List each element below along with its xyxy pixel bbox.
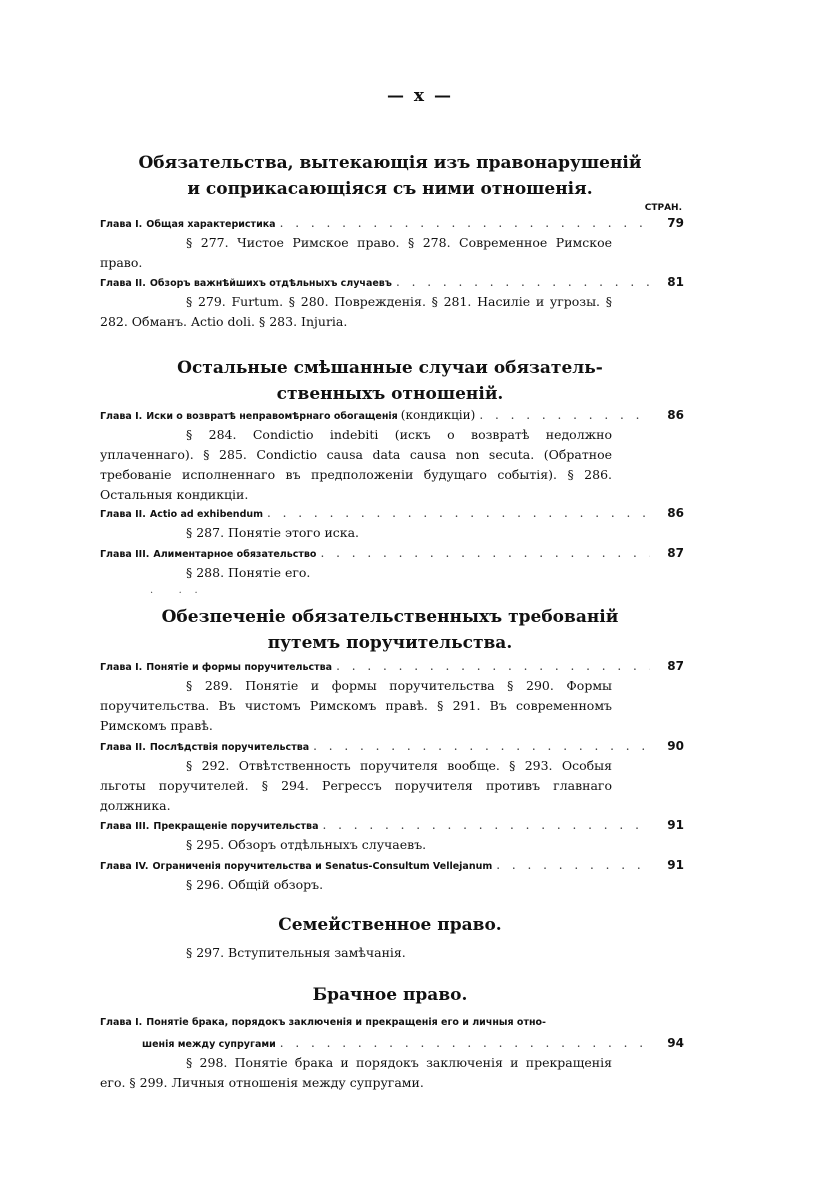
chapter-title: Общая характеристика bbox=[146, 219, 276, 230]
chapter-contents: § 288. Понятіе его. bbox=[186, 565, 311, 580]
chapter-label: Глава II. bbox=[100, 278, 146, 289]
chapter-label: Глава II. bbox=[100, 509, 146, 520]
toc-entry bbox=[100, 543, 684, 583]
page-ref: 91 bbox=[667, 858, 684, 872]
page-ref: 86 bbox=[667, 408, 684, 422]
leader-dots bbox=[280, 1033, 650, 1053]
page-ref: 86 bbox=[667, 506, 684, 520]
section-heading bbox=[120, 150, 660, 202]
chapter-contents: § 287. Понятіе этого иска. bbox=[186, 525, 360, 540]
chapter-title: Обзоръ важнѣйшихъ отдѣльныхъ случаевъ bbox=[149, 278, 392, 289]
toc-entry bbox=[100, 656, 684, 736]
heading-line: и соприкасающіяся съ ними отношенія. bbox=[187, 179, 593, 199]
chapter-label: Глава IV. bbox=[100, 861, 149, 872]
heading-line: ственныхъ отношеній. bbox=[276, 384, 504, 404]
section-heading bbox=[120, 982, 660, 1008]
page-ref: 79 bbox=[667, 216, 684, 230]
chapter-title: Послѣдствія поручительства bbox=[149, 742, 310, 753]
chapter-label: Глава III. bbox=[100, 821, 150, 832]
section-heading bbox=[120, 912, 660, 938]
page-ref: 87 bbox=[667, 546, 684, 560]
section-contents: § 297. Вступительныя замѣчанія. bbox=[186, 945, 406, 960]
page-number: — x — bbox=[387, 86, 453, 106]
print-speck: · · · bbox=[150, 588, 198, 599]
chapter-title-tail: (кондикціи) bbox=[400, 408, 476, 422]
toc-entry bbox=[100, 405, 684, 505]
chapter-contents: § 296. Общій обзоръ. bbox=[186, 877, 324, 892]
heading-line: Семейственное право. bbox=[278, 915, 502, 935]
chapter-label: Глава III. bbox=[100, 549, 150, 560]
toc-entry bbox=[100, 815, 684, 855]
chapter-title: Actio ad exhibendum bbox=[149, 509, 264, 520]
page-ref: 81 bbox=[667, 275, 684, 289]
chapter-title: Алиментарное обязательство bbox=[153, 549, 317, 560]
leader-dots bbox=[336, 656, 650, 676]
chapter-contents: § 277. Чистое Римское право. § 278. Современное Римское право. bbox=[100, 235, 612, 270]
heading-line: Обезпеченіе обязательственныхъ требованій bbox=[161, 607, 619, 627]
chapter-label: Глава I. bbox=[100, 662, 143, 673]
chapter-contents: § 295. Обзоръ отдѣльныхъ случаевъ. bbox=[186, 837, 427, 852]
leader-dots bbox=[320, 543, 650, 563]
heading-line: путемъ поручительства. bbox=[267, 633, 513, 653]
heading-line: Брачное право. bbox=[312, 985, 468, 1005]
chapter-title: Ограниченія поручительства и Senatus-Consultum Vellejanum bbox=[152, 861, 493, 872]
chapter-title-cont: шенія между супругами bbox=[142, 1039, 276, 1050]
leader-dots bbox=[496, 855, 650, 875]
toc-entry bbox=[100, 272, 684, 332]
leader-dots bbox=[396, 272, 650, 292]
page-ref: 91 bbox=[667, 818, 684, 832]
section-heading bbox=[120, 355, 660, 407]
page-column-header: СТРАН. bbox=[644, 203, 682, 213]
chapter-title: Иски о возвратѣ неправомѣрнаго обогащенія bbox=[146, 411, 398, 422]
heading-line: Обязательства, вытекающія изъ правонарушеній bbox=[138, 153, 642, 173]
chapter-label: Глава I. bbox=[100, 1017, 143, 1028]
leader-dots bbox=[267, 503, 650, 523]
heading-line: Остальные смѣшанные случаи обязатель- bbox=[177, 358, 603, 378]
leader-dots bbox=[313, 736, 650, 756]
chapter-label: Глава II. bbox=[100, 742, 146, 753]
leader-dots bbox=[479, 405, 650, 425]
chapter-label: Глава I. bbox=[100, 411, 143, 422]
leader-dots bbox=[280, 213, 650, 233]
chapter-title: Понятіе брака, порядокъ заключенія и прекращенія его и личныя отно- bbox=[146, 1017, 546, 1028]
toc-entry bbox=[100, 736, 684, 816]
section-heading bbox=[120, 604, 660, 656]
chapter-contents: § 279. Furtum. § 280. Поврежденія. § 281. Насиліе и угрозы. § 282. Обманъ. Actio doli. § 283. Injuria. bbox=[100, 294, 612, 329]
page-ref: 87 bbox=[667, 659, 684, 673]
toc-entry bbox=[100, 855, 684, 895]
toc-entry bbox=[100, 1013, 684, 1093]
page-ref: 94 bbox=[667, 1036, 684, 1050]
chapter-contents: § 292. Отвѣтственность поручителя вообще. § 293. Особыя льготы поручителей. § 294. Регрессъ поручителя противъ главнаго должника. bbox=[100, 758, 612, 813]
page-ref: 90 bbox=[667, 739, 684, 753]
chapter-contents: § 289. Понятіе и формы поручительства § 290. Формы поручительства. Въ чистомъ Римскомъ правѣ. § 291. Въ современномъ Римскомъ правѣ. bbox=[100, 678, 612, 733]
leader-dots bbox=[322, 815, 650, 835]
toc-entry bbox=[100, 213, 684, 273]
chapter-contents: § 284. Condictio indebiti (искъ о возвратѣ недолжно уплаченнаго). § 285. Condictio causa data causa non secuta. (Обратное требованіе исполненнаго въ предположеніи будущаго событія). § 286. Остальныя кондикціи. bbox=[100, 427, 612, 502]
toc-entry bbox=[100, 503, 684, 543]
chapter-title: Понятіе и формы поручительства bbox=[146, 662, 333, 673]
chapter-contents: § 298. Понятіе брака и порядокъ заключенія и прекращенія его. § 299. Личныя отношенія между супругами. bbox=[100, 1055, 612, 1090]
chapter-label: Глава I. bbox=[100, 219, 143, 230]
chapter-title: Прекращеніе поручительства bbox=[153, 821, 319, 832]
